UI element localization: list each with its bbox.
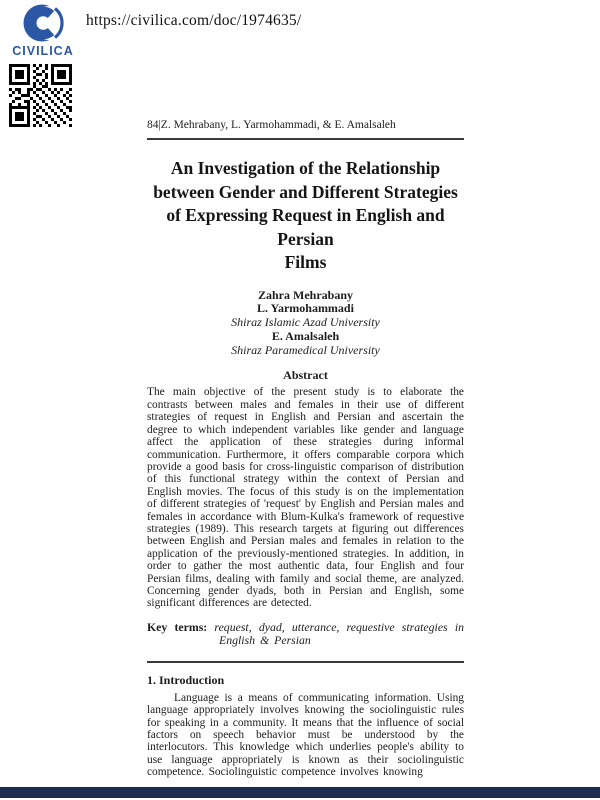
running-header: 84|Z. Mehrabany, L. Yarmohammadi, & E. Amalsaleh	[147, 119, 396, 131]
civilica-brand	[8, 4, 78, 58]
header-divider	[147, 138, 464, 140]
abstract-text: The main objective of the present study is to elaborate the contrasts between males and females in their use of different strategies of request in English and Persian and ascertain the degree to which independent variables like gender and language affect the application of these strategies during informal communication. Furthermore, it offers comparable corpora which provide a good basis for cross-linguistic comparison of distribution of this functional strategy within the context of Persian and English movies. The focus of this study is on the implementation of different strategies of 'request' by English and Persian males and females in accordance with Blum-Kulka's framework of requestive strategies (1989). This research targets at figuring out differences between English and Persian males and females in relation to the application of the previously-mentioned strategies. In addition, in order to gather the most authentic data, four English and four Persian films, dealing with family and social theme, are analyzed. Concerning gender dyads, both in Persian and English, some significant differences are detected.	[147, 386, 464, 610]
civilica-logo-icon	[16, 4, 70, 44]
key-terms-label: Key terms:	[147, 619, 208, 634]
author-affiliation: Shiraz Paramedical University	[231, 342, 380, 357]
key-terms	[147, 621, 464, 648]
key-terms-text: request, dyad, utterance, requestive strategies in English & Persian	[214, 619, 464, 648]
section-divider	[147, 661, 464, 663]
introduction-heading: 1. Introduction	[147, 672, 225, 687]
paper-title-line: of Expressing Request in English and Persian	[166, 205, 445, 249]
paper-title-line: between Gender and Different Strategies	[153, 181, 458, 202]
bottom-bar	[0, 787, 600, 798]
qr-code-icon	[9, 63, 72, 128]
authors-block	[147, 289, 464, 358]
author-name: Zahra Mehrabany	[257, 287, 353, 302]
abstract-heading: Abstract	[283, 368, 328, 383]
author-affiliation: Shiraz Islamic Azad University	[231, 315, 380, 330]
paper-page	[147, 119, 464, 779]
paper-title	[147, 157, 464, 275]
introduction-paragraph: Language is a means of communicating information. Using language appropriately involves knowing the sociolinguistic rules for speaking in a community. It means that the influence of social factors on speech behavior must be understood by the interlocutors. This knowledge which underlies people's ability to use language appropriately is known as their sociolinguistic competence. Sociolinguistic competence involves knowing	[147, 691, 464, 779]
author-name: E. Amalsaleh	[271, 328, 340, 343]
author-name: L. Yarmohammadi	[257, 301, 354, 316]
paper-title-line: Films	[284, 252, 327, 272]
document-url: https://civilica.com/doc/1974635/	[86, 12, 302, 29]
civilica-logo-text: CIVILICA	[12, 44, 74, 58]
paper-title-line: An Investigation of the Relationship	[170, 158, 441, 178]
